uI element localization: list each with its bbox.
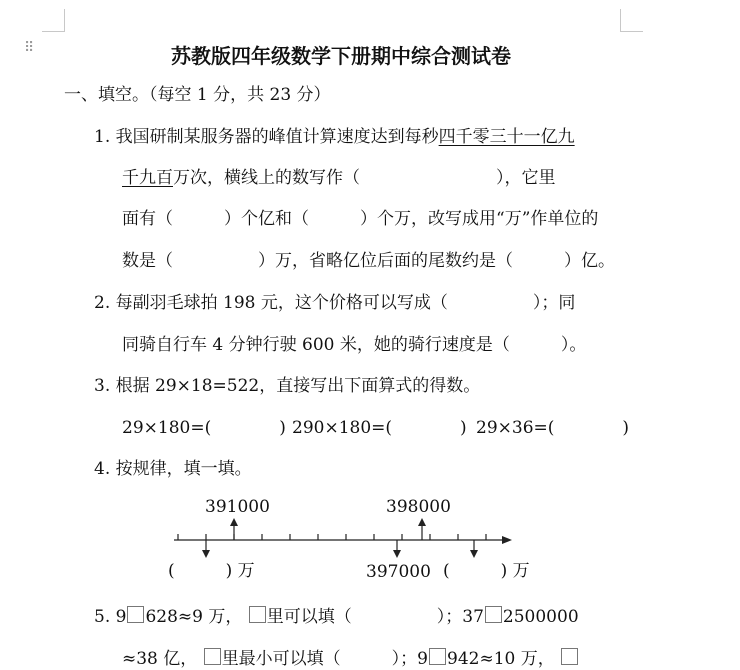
q4-line-1: 4. 按规律，填一填。	[94, 459, 252, 479]
q5-line-2-text-a: ≈38 亿，	[122, 649, 198, 669]
q5-box-3	[485, 606, 502, 623]
number-line-blank-left: ( ) 万	[168, 561, 255, 581]
q3-expression-3: 29×36=( )	[476, 418, 630, 438]
up-arrow-391000	[230, 518, 238, 540]
number-line-label-398000: 398000	[386, 497, 451, 517]
q1-line-3: 面有（ ）个亿和（ ）个万，改写成用“万”作单位的	[122, 209, 599, 229]
q3-line-1: 3. 根据 29×18=522，直接写出下面算式的得数。	[94, 376, 481, 396]
q5-line-2-text-b: 里最小可以填（ ）；9	[221, 649, 429, 669]
down-arrow-left-blank	[202, 540, 210, 558]
q5-line-2-text-c: 942≈10 万，	[447, 649, 555, 669]
number-line-arrowhead	[502, 536, 512, 544]
q5-text-3: 2500000	[502, 607, 579, 627]
q5-text-2: 里可以填（ ）；37	[266, 607, 484, 627]
number-line-label-397000: 397000	[366, 562, 431, 582]
q5-box-2	[249, 606, 266, 623]
section-1-heading: 一、填空。（每空 1 分，共 23 分）	[64, 85, 331, 105]
number-line-blank-right: ( ) 万	[443, 561, 530, 581]
q1-underlined-number-part-1: 四千零三十一亿九	[438, 127, 575, 147]
q5-number: 5. 9	[94, 607, 127, 627]
q1-underlined-number-part-2: 千九百	[122, 168, 173, 188]
up-arrow-398000	[418, 518, 426, 540]
q5-box-4	[204, 648, 221, 665]
drag-handle-icon[interactable]: ⠿	[24, 40, 34, 56]
q5-box-5	[429, 648, 446, 665]
q1-line-4: 数是（ ）万，省略亿位后面的尾数约是（ ）亿。	[122, 251, 615, 271]
q5-text-1: 628≈9 万，	[145, 607, 243, 627]
q1-line-1-text: 1. 我国研制某服务器的峰值计算速度达到每秒	[94, 127, 439, 147]
q3-expression-1: 29×180=( )	[122, 418, 286, 438]
q5-box-6	[561, 648, 578, 665]
number-line-ticks	[178, 534, 486, 540]
q5-line-2	[122, 648, 579, 670]
q2-line-1: 2. 每副羽毛球拍 198 元，这个价格可以写成（ ）；同	[94, 293, 576, 313]
down-arrow-397000	[393, 540, 401, 558]
q5-box-1	[127, 606, 144, 623]
page-title: 苏教版四年级数学下册期中综合测试卷	[171, 44, 511, 68]
q1-line-2-text: 万次，横线上的数写作（ ），它里	[173, 168, 556, 188]
q5-line-1	[94, 606, 579, 628]
q3-expression-2: 290×180=( )	[292, 418, 467, 438]
number-line-label-391000: 391000	[205, 497, 270, 517]
q2-line-2: 同骑自行车 4 分钟行驶 600 米，她的骑行速度是（ ）。	[122, 335, 587, 355]
down-arrow-right-blank	[470, 540, 478, 558]
